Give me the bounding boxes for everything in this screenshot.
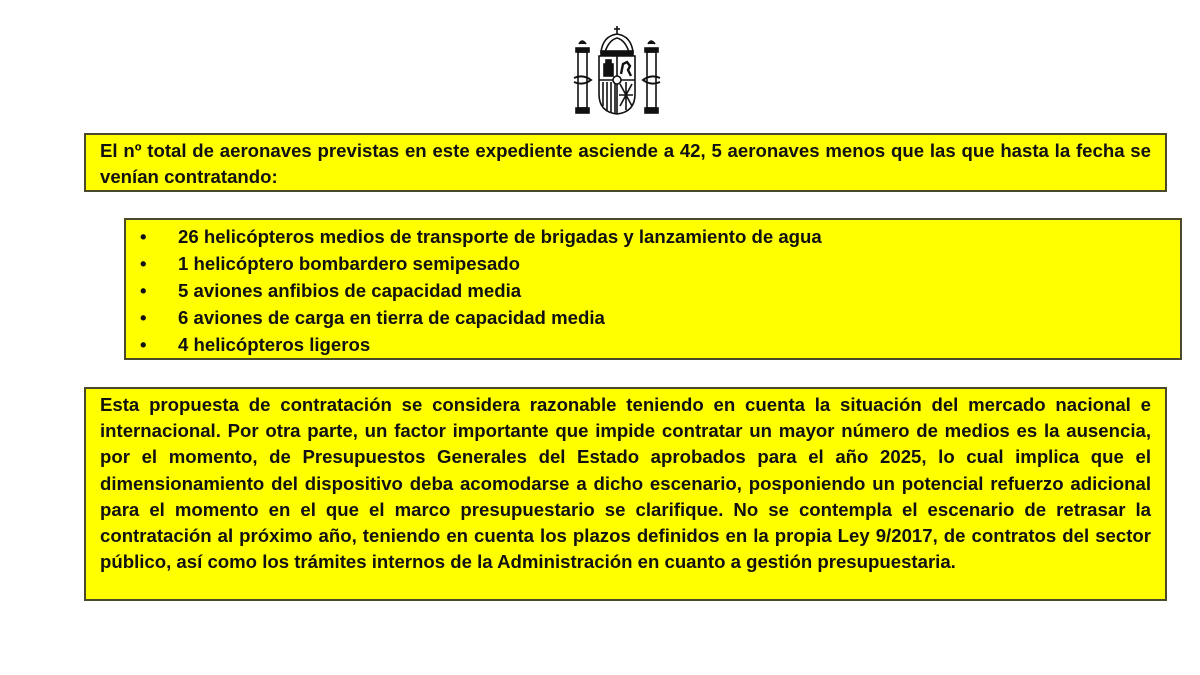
list-item-text: 1 helicóptero bombardero semipesado xyxy=(178,253,521,274)
aircraft-list xyxy=(126,223,1180,358)
summary-box xyxy=(84,133,1167,192)
bullet-icon: • xyxy=(140,253,147,274)
list-item xyxy=(126,304,1180,331)
justification-text: Esta propuesta de contratación se considera razonable teniendo en cuenta la situación del mercado nacional e internacional. Por otra parte, un factor importante que impide contratar un mayor número de medios es la ausencia, por el momento, de Presupuestos Generales del Estado aprobados para el año 2025, lo cual implica que el dimensionamiento del dispositivo deba acomodarse a dicho escenario, posponiendo un potencial refuerzo adicional para el momento en el que el marco presupuestario se clarifique. No se contempla el escenario de retrasar la contratación al próximo año, teniendo en cuenta los plazos definidos en la propia Ley 9/2017, de contratos del sector público, así como los trámites internos de la Administración en cuanto a gestión presupuestaria. xyxy=(100,394,1151,573)
coat-of-arms-icon xyxy=(573,22,661,118)
aircraft-list-box xyxy=(124,218,1182,360)
list-item xyxy=(126,277,1180,304)
list-item xyxy=(126,331,1180,358)
list-item xyxy=(126,250,1180,277)
list-item-text: 26 helicópteros medios de transporte de brigadas y lanzamiento de agua xyxy=(178,226,822,247)
list-item xyxy=(126,223,1180,250)
bullet-icon: • xyxy=(140,280,147,301)
list-item-text: 4 helicópteros ligeros xyxy=(178,334,371,355)
list-item-text: 6 aviones de carga en tierra de capacidad media xyxy=(178,307,605,328)
bullet-icon: • xyxy=(140,307,147,328)
justification-box xyxy=(84,387,1167,601)
bullet-icon: • xyxy=(140,226,147,247)
summary-text: El nº total de aeronaves previstas en este expediente asciende a 42, 5 aeronaves menos que las que hasta la fecha se venían contratando: xyxy=(100,140,1151,188)
list-item-text: 5 aviones anfibios de capacidad media xyxy=(178,280,522,301)
bullet-icon: • xyxy=(140,334,147,355)
